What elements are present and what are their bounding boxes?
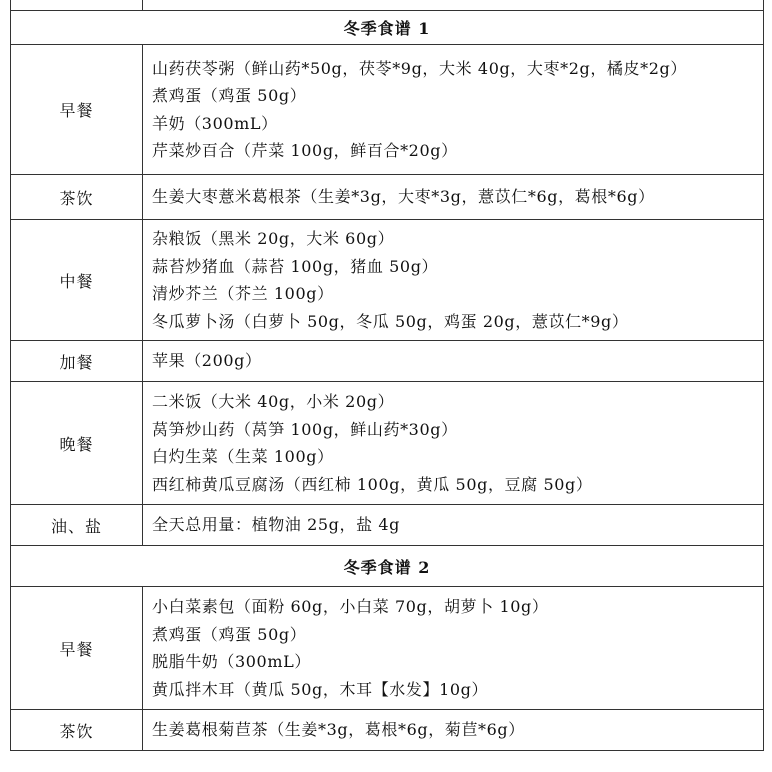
- dish-line: 煮鸡蛋（鸡蛋 50g）: [152, 86, 307, 105]
- dish-line: 脱脂牛奶（300mL）: [152, 652, 311, 671]
- winter-menu-table: [10, 0, 764, 751]
- dish-line: 西红柿黄瓜豆腐汤（西红柿 100g，黄瓜 50g，豆腐 50g）: [152, 474, 593, 494]
- dish-line: 冬瓜萝卜汤（白萝卜 50g，冬瓜 50g，鸡蛋 20g，薏苡仁*9g）: [152, 311, 629, 331]
- dish-line: 小白菜素包（面粉 60g，小白菜 70g，胡萝卜 10g）: [152, 597, 549, 616]
- meal-label: 早餐: [11, 45, 143, 175]
- dish-line: 二米饭（大米 40g，小米 20g）: [152, 392, 395, 411]
- table-top-strip: [11, 0, 764, 11]
- section-title-row: [11, 546, 764, 587]
- meal-content: [143, 710, 764, 751]
- section-title: 冬季食谱 1: [11, 11, 764, 45]
- section-title-row: [11, 11, 764, 45]
- dish-line: 生姜大枣薏米葛根茶（生姜*3g，大枣*3g，薏苡仁*6g，葛根*6g）: [152, 187, 655, 207]
- dish-line: 杂粮饭（黑米 20g，大米 60g）: [152, 229, 395, 248]
- meal-content: [143, 505, 764, 546]
- meal-label: 早餐: [11, 587, 143, 710]
- meal-label: 油、盐: [11, 505, 143, 546]
- meal-label: 茶饮: [11, 710, 143, 751]
- meal-row-tea: [11, 710, 764, 751]
- meal-label: 中餐: [11, 220, 143, 341]
- dish-line: 生姜葛根菊苣茶（生姜*3g，葛根*6g，菊苣*6g）: [152, 720, 525, 740]
- dish-line: 煮鸡蛋（鸡蛋 50g）: [152, 624, 307, 644]
- meal-row-snack: [11, 341, 764, 382]
- dish-line: 黄瓜拌木耳（黄瓜 50g，木耳【水发】10g）: [152, 679, 489, 699]
- meal-row-oil-salt: [11, 505, 764, 546]
- meal-row-tea: [11, 175, 764, 220]
- meal-content: [143, 341, 764, 382]
- dish-line: 山药茯苓粥（鲜山药*50g，茯苓*9g，大米 40g，大枣*2g，橘皮*2g）: [152, 58, 687, 78]
- meal-content: [143, 45, 764, 175]
- meal-label: 加餐: [11, 341, 143, 382]
- meal-row-dinner: [11, 382, 764, 505]
- meal-row-breakfast: [11, 587, 764, 710]
- meal-content: [143, 382, 764, 505]
- dish-line: 莴笋炒山药（莴笋 100g，鲜山药*30g）: [152, 419, 458, 439]
- meal-content: [143, 587, 764, 710]
- dish-line: 羊奶（300mL）: [152, 113, 278, 133]
- meal-row-lunch: [11, 220, 764, 341]
- meal-label: 晚餐: [11, 382, 143, 505]
- dish-line: 白灼生菜（生菜 100g）: [152, 447, 334, 466]
- dish-line: 芹菜炒百合（芹菜 100g，鲜百合*20g）: [152, 141, 458, 160]
- dish-line: 全天总用量：植物油 25g，盐 4g: [152, 515, 400, 535]
- dish-line: 蒜苔炒猪血（蒜苔 100g，猪血 50g）: [152, 256, 439, 276]
- meal-label: 茶饮: [11, 175, 143, 220]
- dish-line: 清炒芥兰（芥兰 100g）: [152, 284, 334, 303]
- dish-line: 苹果（200g）: [152, 351, 262, 371]
- meal-row-breakfast: [11, 45, 764, 175]
- meal-content: [143, 220, 764, 341]
- section-title: 冬季食谱 2: [11, 546, 764, 587]
- meal-content: [143, 175, 764, 220]
